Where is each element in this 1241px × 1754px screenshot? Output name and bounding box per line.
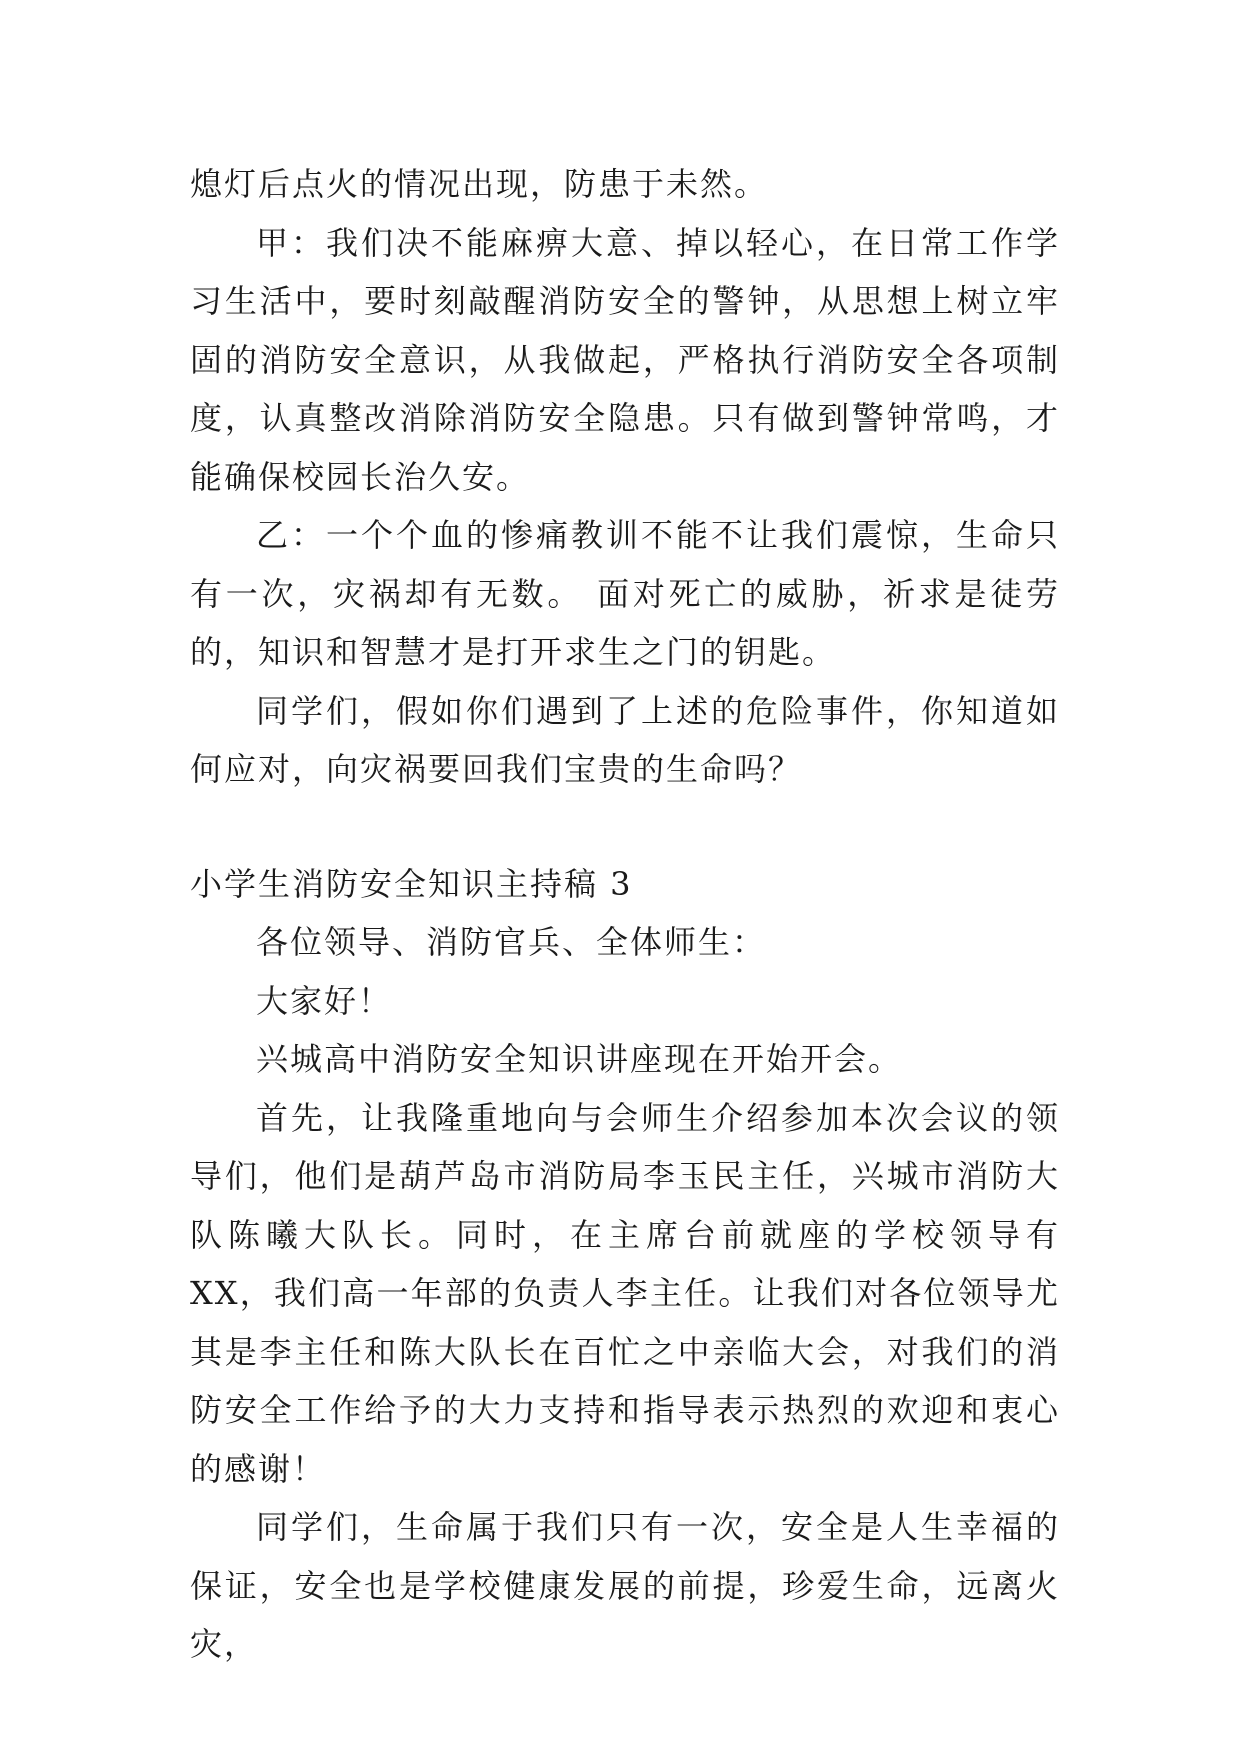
paragraph-greeting-audience: 各位领导、消防官兵、全体师生： <box>256 923 767 961</box>
paragraph-safety: 同学们，生命属于我们只有一次，安全是人生幸福的保证，安全也是学校健康发展的前提，珍爱生命，远离火灾， <box>190 1508 1060 1663</box>
paragraph-continuation: 熄灯后点火的情况出现，防患于未然。 <box>190 165 769 203</box>
paragraph-jia: 甲：我们决不能麻痹大意、掉以轻心，在日常工作学习生活中，要时刻敲醒消防安全的警钟，从思想上树立牢固的消防安全意识，从我做起，严格执行消防安全各项制度，认真整改消除消防安全隐患。只有做到警钟常鸣，才能确保校园长治久安。 <box>190 223 1060 496</box>
paragraph-opening: 兴城高中消防安全知识讲座现在开始开会。 <box>256 1040 903 1078</box>
paragraph-question: 同学们，假如你们遇到了上述的危险事件，你知道如何应对，向灾祸要回我们宝贵的生命吗？ <box>190 691 1060 788</box>
section-title: 小学生消防安全知识主持稿 3 <box>190 864 633 903</box>
paragraph-introduction: 首先，让我隆重地向与会师生介绍参加本次会议的领导们，他们是葫芦岛市消防局李玉民主任，兴城市消防大队陈曦大队长。同时，在主席台前就座的学校领导有 XX，我们高一年部的负责人李主任。让我们对各位领导尤其是李主任和陈大队长在百忙之中亲临大会，对我们的消防安全工作给予的大力支持和指导表示热烈的欢迎和衷心的感谢！ <box>190 1098 1060 1488</box>
document-body <box>190 155 1060 1674</box>
paragraph-yi: 乙：一个个血的惨痛教训不能不让我们震惊，生命只有一次，灾祸却有无数。 面对死亡的威胁，祈求是徒劳的，知识和智慧才是打开求生之门的钥匙。 <box>190 516 1060 671</box>
paragraph-greeting: 大家好！ <box>256 981 393 1020</box>
